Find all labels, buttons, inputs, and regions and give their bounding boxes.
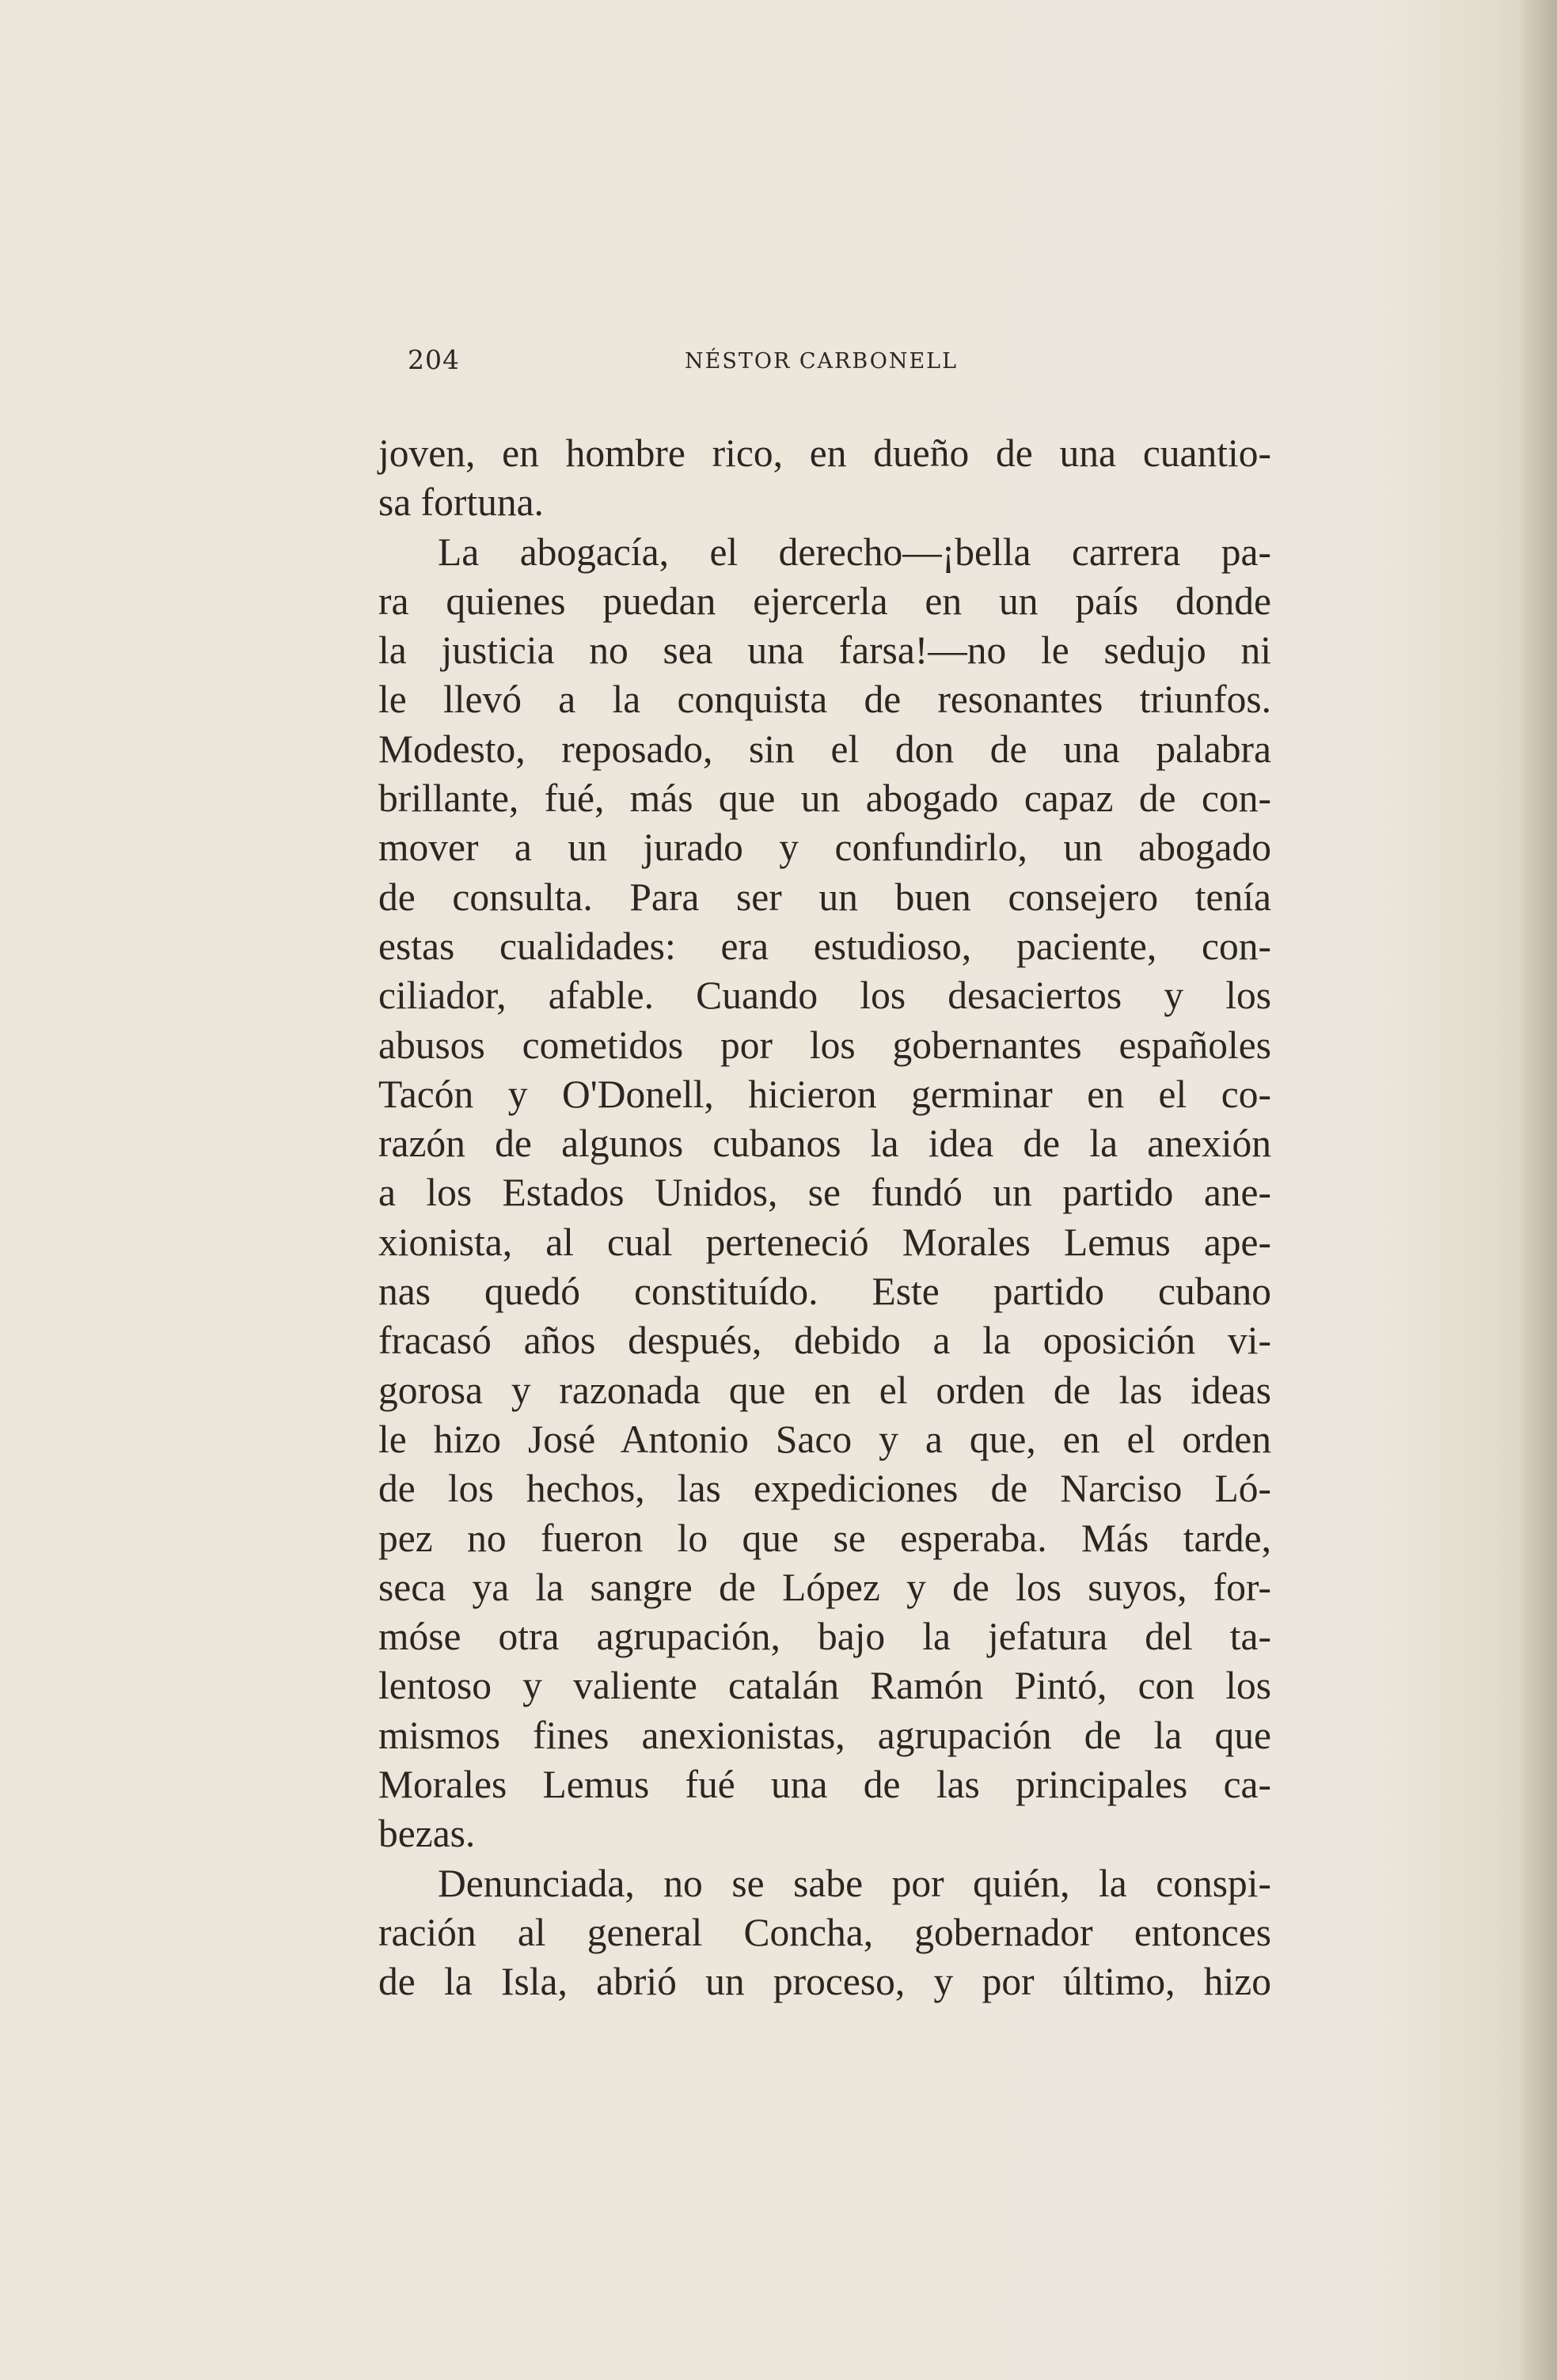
text-line: lentoso y valiente catalán Ramón Pintó, con los	[378, 1664, 1271, 1708]
text-line: Morales Lemus fué una de las principales ca-	[378, 1763, 1271, 1807]
body-text	[378, 429, 1271, 2007]
text-line: razón de algunos cubanos la idea de la anexión	[378, 1122, 1271, 1166]
text-line: joven, en hombre rico, en dueño de una cuantio-	[378, 431, 1271, 475]
text-line: Denunciada, no se sabe por quién, la conspi-	[438, 1861, 1271, 1905]
text-line: ciliador, afable. Cuando los desaciertos y los	[378, 974, 1271, 1018]
text-line: móse otra agrupación, bajo la jefatura del ta-	[378, 1615, 1271, 1659]
text-line: de consulta. Para ser un buen consejero tenía	[378, 875, 1271, 919]
text-line: la justicia no sea una farsa!—no le sedujo ni	[378, 628, 1271, 673]
text-line: xionista, al cual perteneció Morales Lemus ape-	[378, 1220, 1271, 1264]
running-title: NÉSTOR CARBONELL	[685, 349, 959, 374]
text-line: a los Estados Unidos, se fundó un partido ane-	[378, 1171, 1271, 1215]
page-number: 204	[408, 344, 460, 375]
text-line: gorosa y razonada que en el orden de las ideas	[378, 1368, 1271, 1412]
text-line: le llevó a la conquista de resonantes triunfos.	[378, 678, 1271, 722]
text-line: brillante, fué, más que un abogado capaz de con-	[378, 776, 1271, 821]
text-line: de la Isla, abrió un proceso, y por último, hizo	[378, 1960, 1271, 2004]
text-line: La abogacía, el derecho—¡bella carrera pa-	[438, 530, 1271, 574]
text-line: sa fortuna.	[378, 480, 544, 525]
text-line: mover a un jurado y confundirlo, un abogado	[378, 826, 1271, 870]
text-line: ra quienes puedan ejercerla en un país donde	[378, 579, 1271, 623]
running-head	[408, 340, 1270, 388]
text-line: pez no fueron lo que se esperaba. Más tarde,	[378, 1516, 1271, 1560]
text-line: de los hechos, las expediciones de Narciso Ló-	[378, 1467, 1271, 1511]
text-line: ración al general Concha, gobernador entonces	[378, 1910, 1271, 1954]
text-line: estas cualidades: era estudioso, paciente, con-	[378, 924, 1271, 968]
text-line: mismos fines anexionistas, agrupación de la que	[378, 1713, 1271, 1757]
page-edge-shadow	[1521, 0, 1557, 2380]
text-line: fracasó años después, debido a la oposición vi-	[378, 1319, 1271, 1363]
text-line: nas quedó constituído. Este partido cubano	[378, 1270, 1271, 1314]
text-line: bezas.	[378, 1812, 476, 1856]
text-line: Tacón y O'Donell, hicieron germinar en el co-	[378, 1072, 1271, 1116]
text-line: Modesto, reposado, sin el don de una palabra	[378, 727, 1271, 771]
text-line: le hizo José Antonio Saco y a que, en el orden	[378, 1417, 1271, 1461]
text-line: abusos cometidos por los gobernantes españoles	[378, 1023, 1271, 1067]
text-line: seca ya la sangre de López y de los suyos, for-	[378, 1565, 1271, 1609]
